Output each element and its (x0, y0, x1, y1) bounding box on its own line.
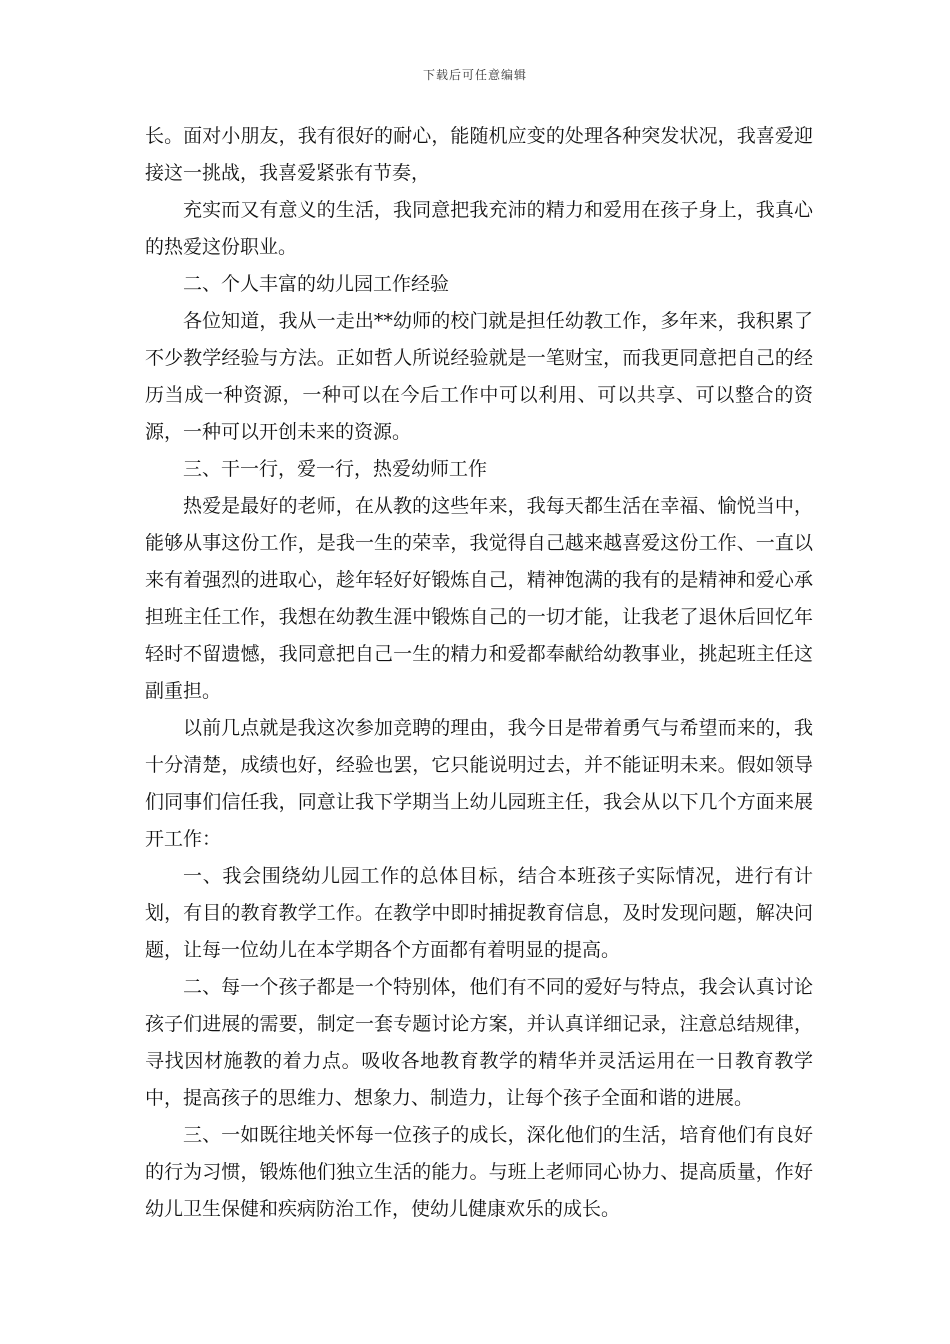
section-heading-2: 二、个人丰富的幼儿园工作经验 (183, 273, 450, 295)
document-body (145, 118, 813, 1228)
paragraph-3: 各位知道，我从一走出**幼师的校门就是担任幼教工作，多年来，我积累了不少教学经验与方法。正如哲人所说经验就是一笔财宝，而我更同意把自己的经历当成一种资源，一种可以在今后工作中可以利用、可以共享、可以整合的资源，一种可以开创未来的资源。 (145, 310, 813, 443)
plan-item-3: 三、一如既往地关怀每一位孩子的成长，深化他们的生活，培育他们有良好的行为习惯，锻炼他们独立生活的能力。与班上老师同心协力、提高质量，作好幼儿卫生保健和疾病防治工作，使幼儿健康欢乐的成长。 (145, 1124, 813, 1220)
plan-item-1: 一、我会围绕幼儿园工作的总体目标，结合本班孩子实际情况，进行有计划，有目的教育教学工作。在教学中即时捕捉教育信息，及时发现问题，解决问题，让每一位幼儿在本学期各个方面都有着明显的提高。 (145, 865, 813, 961)
paragraph-2: 充实而又有意义的生活，我同意把我充沛的精力和爱用在孩子身上，我真心的热爱这份职业。 (145, 199, 813, 258)
paragraph-4: 热爱是最好的老师，在从教的这些年来，我每天都生活在幸福、愉悦当中，能够从事这份工作，是我一生的荣幸，我觉得自己越来越喜爱这份工作、一直以来有着强烈的进取心，趁年轻好好锻炼自己，精神饱满的我有的是精神和爱心承担班主任工作，我想在幼教生涯中锻炼自己的一切才能，让我老了退休后回忆年轻时不留遗憾，我同意把自己一生的精力和爱都奉献给幼教事业，挑起班主任这副重担。 (145, 495, 813, 702)
paragraph-1: 长。面对小朋友，我有很好的耐心，能随机应变的处理各种突发状况，我喜爱迎接这一挑战，我喜爱紧张有节奏， (145, 125, 813, 184)
page-header: 下载后可任意编辑 (422, 68, 527, 82)
plan-item-2: 二、每一个孩子都是一个特别体，他们有不同的爱好与特点，我会认真讨论孩子们进展的需要，制定一套专题讨论方案，并认真详细记录，注意总结规律，寻找因材施教的着力点。吸收各地教育教学的精华并灵活运用在一日教育教学中，提高孩子的思维力、想象力、制造力，让每个孩子全面和谐的进展。 (145, 976, 813, 1109)
paragraph-5: 以前几点就是我这次参加竞聘的理由，我今日是带着勇气与希望而来的，我十分清楚，成绩也好，经验也罢，它只能说明过去，并不能证明未来。假如领导们同事们信任我，同意让我下学期当上幼儿园班主任，我会从以下几个方面来展开工作： (145, 717, 813, 850)
section-heading-3: 三、干一行，爱一行，热爱幼师工作 (183, 458, 488, 480)
